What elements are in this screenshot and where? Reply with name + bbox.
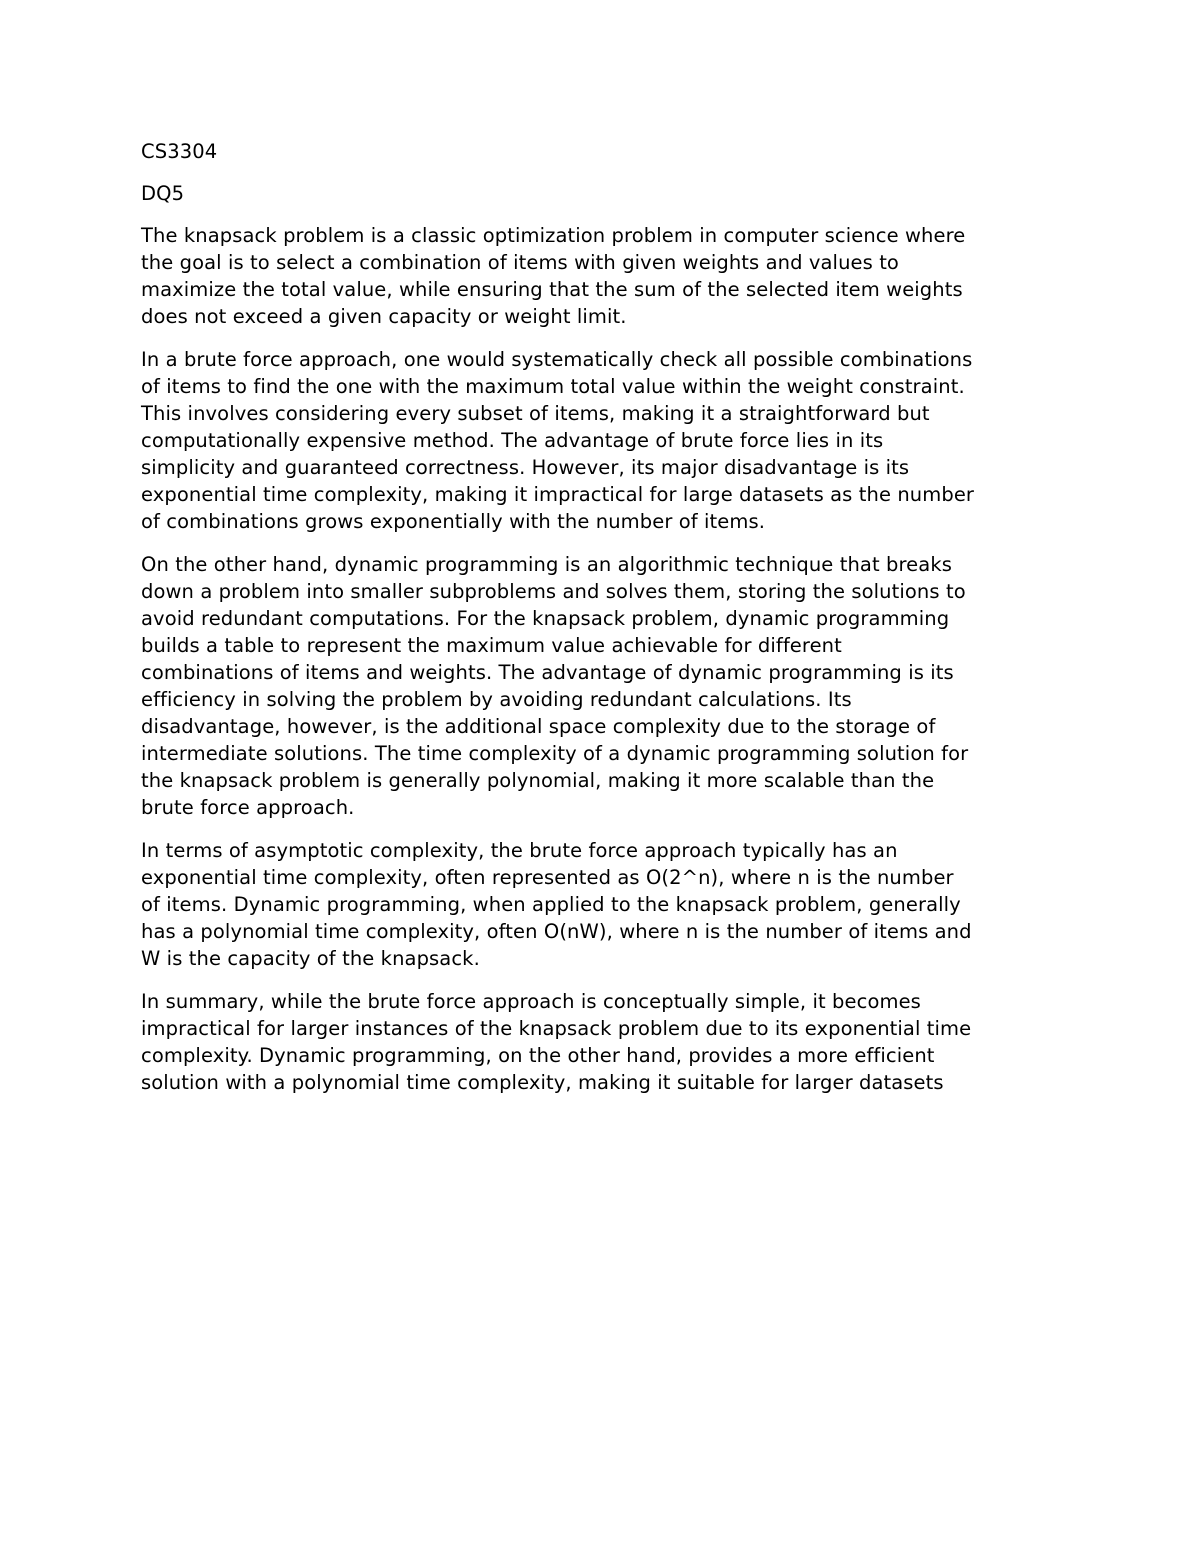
text-line: disadvantage, however, is the additional space complexity due to the storage of xyxy=(141,715,936,738)
text-line: intermediate solutions. The time complexity of a dynamic programming solution for xyxy=(141,742,969,765)
text-line: The knapsack problem is a classic optimization problem in computer science where xyxy=(141,224,966,247)
paragraph-summary xyxy=(141,988,1071,1096)
text-line: of items to find the one with the maximum total value within the weight constraint. xyxy=(141,375,965,398)
text-line: does not exceed a given capacity or weight limit. xyxy=(141,305,627,328)
text-line: of combinations grows exponentially with the number of items. xyxy=(141,510,766,533)
text-line: maximize the total value, while ensuring that the sum of the selected item weights xyxy=(141,278,963,301)
text-line: W is the capacity of the knapsack. xyxy=(141,947,480,970)
text-line: simplicity and guaranteed correctness. However, its major disadvantage is its xyxy=(141,456,910,479)
text-line: efficiency in solving the problem by avoiding redundant calculations. Its xyxy=(141,688,852,711)
text-line: builds a table to represent the maximum value achievable for different xyxy=(141,634,842,657)
text-line: In terms of asymptotic complexity, the brute force approach typically has an xyxy=(141,839,898,862)
text-line: exponential time complexity, making it impractical for large datasets as the number xyxy=(141,483,975,506)
text-line: the knapsack problem is generally polynomial, making it more scalable than the xyxy=(141,769,935,792)
text-line: has a polynomial time complexity, often O(nW), where n is the number of items and xyxy=(141,920,972,943)
text-line: brute force approach. xyxy=(141,796,355,819)
text-line: This involves considering every subset of items, making it a straightforward but xyxy=(141,402,930,425)
text-line: avoid redundant computations. For the knapsack problem, dynamic programming xyxy=(141,607,950,630)
text-line: exponential time complexity, often represented as O(2^n), where n is the number xyxy=(141,866,954,889)
text-line: combinations of items and weights. The advantage of dynamic programming is its xyxy=(141,661,954,684)
text-line: In a brute force approach, one would systematically check all possible combinations xyxy=(141,348,973,371)
paragraph-asymptotic xyxy=(141,837,1071,972)
assignment-title: DQ5 xyxy=(141,182,185,205)
text-line: impractical for larger instances of the knapsack problem due to its exponential time xyxy=(141,1017,972,1040)
course-code: CS3304 xyxy=(141,140,218,163)
text-line: On the other hand, dynamic programming is an algorithmic technique that breaks xyxy=(141,553,952,576)
text-line: down a problem into smaller subproblems and solves them, storing the solutions to xyxy=(141,580,966,603)
text-line: solution with a polynomial time complexity, making it suitable for larger datasets xyxy=(141,1071,944,1094)
paragraph-dynamic-programming xyxy=(141,551,1071,821)
paragraph-intro xyxy=(141,222,1071,330)
text-line: In summary, while the brute force approach is conceptually simple, it becomes xyxy=(141,990,921,1013)
text-line: of items. Dynamic programming, when applied to the knapsack problem, generally xyxy=(141,893,961,916)
paragraph-brute-force xyxy=(141,346,1071,535)
text-line: complexity. Dynamic programming, on the other hand, provides a more efficient xyxy=(141,1044,935,1067)
document-body xyxy=(141,138,1071,1112)
text-line: the goal is to select a combination of items with given weights and values to xyxy=(141,251,899,274)
text-line: computationally expensive method. The advantage of brute force lies in its xyxy=(141,429,884,452)
